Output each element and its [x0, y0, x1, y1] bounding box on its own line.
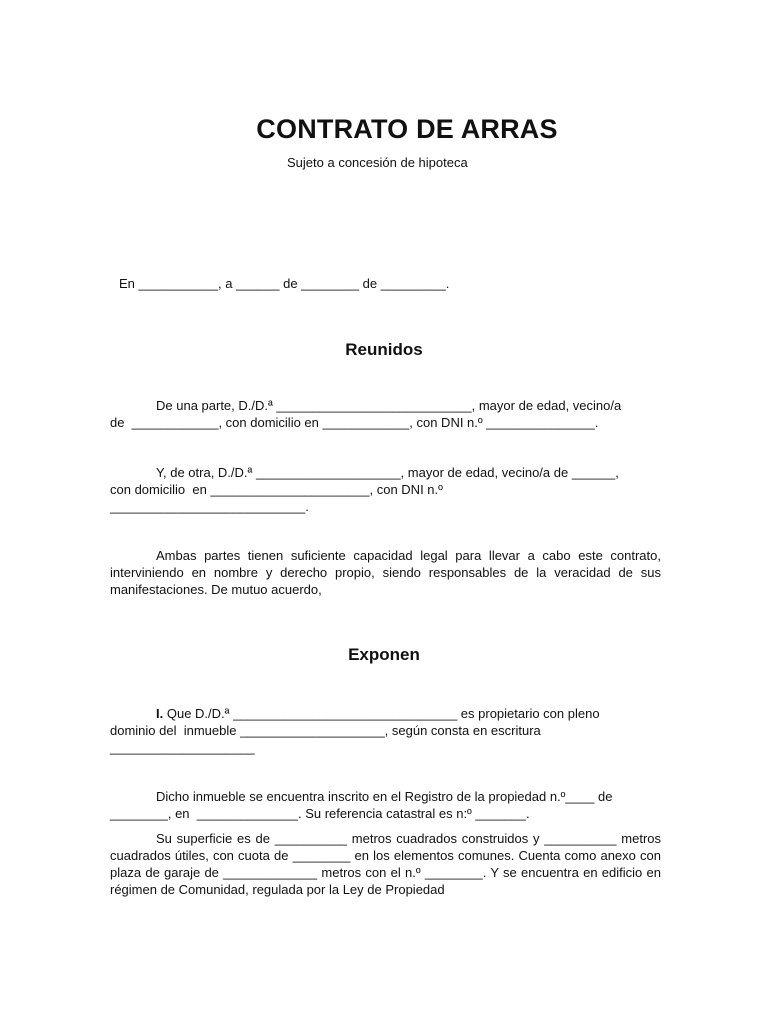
- surface-paragraph: [110, 830, 661, 898]
- party-1-line-1: De una parte, D./D.ª ___________________________, mayor de edad, vecino/a: [156, 398, 622, 413]
- item-1-number: I.: [156, 706, 164, 721]
- capacity-text: Ambas partes tienen suficiente capacidad legal para llevar a cabo este contrato, interviniendo en nombre y derecho propio, siendo responsables de la veracidad de sus manifestaciones. De mutuo acuerdo,: [110, 548, 661, 597]
- item-1-text: Que D./D.ª _______________________________ es propietario con pleno: [163, 706, 600, 721]
- item-1-paragraph: [110, 705, 661, 756]
- document-subtitle: Sujeto a concesión de hipoteca: [287, 155, 468, 170]
- registry-line-1: Dicho inmueble se encuentra inscrito en el Registro de la propiedad n.º____ de: [156, 789, 613, 804]
- surface-text: Su superficie es de __________ metros cuadrados construidos y __________ metros cuadrados útiles, con cuota de ________ en los elementos comunes. Cuenta como anexo con plaza de garaje de _____________ metros con el n.º ________. Y se encuentra en edificio en régimen de Comunidad, regulada por la Ley de Propiedad: [110, 831, 661, 897]
- registry-paragraph: [110, 788, 661, 822]
- party-2-paragraph: [110, 464, 661, 515]
- item-1-line-3: ____________________: [110, 740, 255, 755]
- capacity-paragraph: [110, 547, 661, 598]
- document-title: CONTRATO DE ARRAS: [256, 114, 558, 144]
- party-2-line-1: Y, de otra, D./D.ª ____________________, mayor de edad, vecino/a de ______,: [156, 465, 619, 480]
- heading-exponen: Exponen: [348, 645, 420, 664]
- item-1-line-2: dominio del inmueble ____________________, según consta en escritura: [110, 723, 541, 738]
- party-1-paragraph: [110, 397, 661, 431]
- party-2-line-2: con domicilio en ______________________, con DNI n.º: [110, 482, 443, 497]
- item-1-line-1: [110, 705, 661, 722]
- registry-line-2: ________, en ______________. Su referencia catastral es n:º _______.: [110, 806, 530, 821]
- date-place-line: En ___________, a ______ de ________ de _________.: [119, 276, 450, 291]
- party-2-line-3: ___________________________.: [110, 499, 309, 514]
- party-1-line-2: de ____________, con domicilio en ____________, con DNI n.º _______________.: [110, 415, 599, 430]
- heading-reunidos: Reunidos: [345, 340, 423, 359]
